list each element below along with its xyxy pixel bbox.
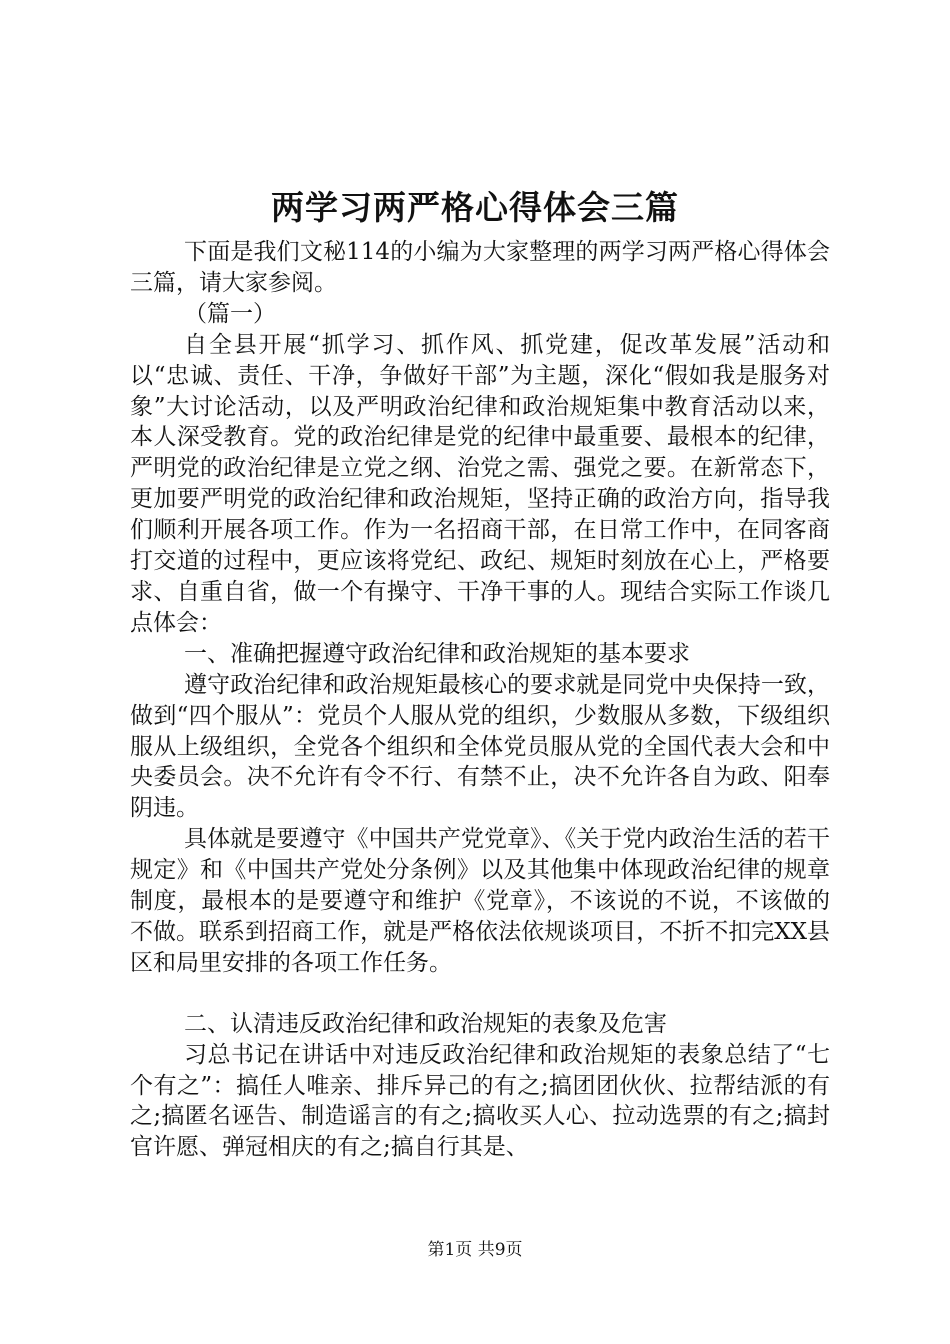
body-paragraph: 遵守政治纪律和政治规矩最核心的要求就是同党中央保持一致，做到“四个服从”：党员个人服从党的组织，少数服从多数，下级组织服从上级组织，全党各个组织和全体党员服从党的全国代表大会和中央委员会。决不允许有令不行、有禁不止，决不允许各自为政、阳奉阴违。	[130, 671, 830, 822]
document-body	[130, 237, 830, 1163]
body-paragraph: 习总书记在讲话中对违反政治纪律和政治规矩的表象总结了“七个有之”：搞任人唯亲、排斥异己的有之;搞团团伙伙、拉帮结派的有之;搞匿名诬告、制造谣言的有之;搞收买人心、拉动选票的有之;搞封官许愿、弹冠相庆的有之;搞自行其是、	[130, 1041, 830, 1161]
body-paragraph: 具体就是要遵守《中国共产党党章》、《关于党内政治生活的若干规定》和《中国共产党处分条例》以及其他集中体现政治纪律的规章制度，最根本的是要遵守和维护《党章》，不该说的不说，不该做的不做。联系到招商工作，就是严格依法依规谈项目，不折不扣完XX县区和局里安排的各项工作任务。	[130, 826, 830, 976]
document-title: 两学习两严格心得体会三篇	[271, 188, 679, 227]
section-heading: 一、准确把握遵守政治纪律和政治规矩的基本要求	[184, 640, 691, 667]
page-footer: 第1页 共9页	[427, 1240, 523, 1260]
section-heading: 二、认清违反政治纪律和政治规矩的表象及危害	[184, 1010, 668, 1037]
intro-paragraph: 下面是我们文秘114的小编为大家整理的两学习两严格心得体会三篇，请大家参阅。	[130, 239, 830, 296]
section-label: （篇一）	[184, 300, 277, 327]
body-paragraph: 自全县开展“抓学习、抓作风、抓党建，促改革发展”活动和以“忠诚、责任、干净，争做好干部”为主题，深化“假如我是服务对象”大讨论活动，以及严明政治纪律和政治规矩集中教育活动以来，本人深受教育。党的政治纪律是党的纪律中最重要、最根本的纪律，严明党的政治纪律是立党之纲、治党之需、强党之要。在新常态下，更加要严明党的政治纪律和政治规矩，坚持正确的政治方向，指导我们顺利开展各项工作。作为一名招商干部，在日常工作中，在同客商打交道的过程中，更应该将党纪、政纪、规矩时刻放在心上，严格要求、自重自省，做一个有操守、干净干事的人。现结合实际工作谈几点体会：	[130, 331, 830, 636]
